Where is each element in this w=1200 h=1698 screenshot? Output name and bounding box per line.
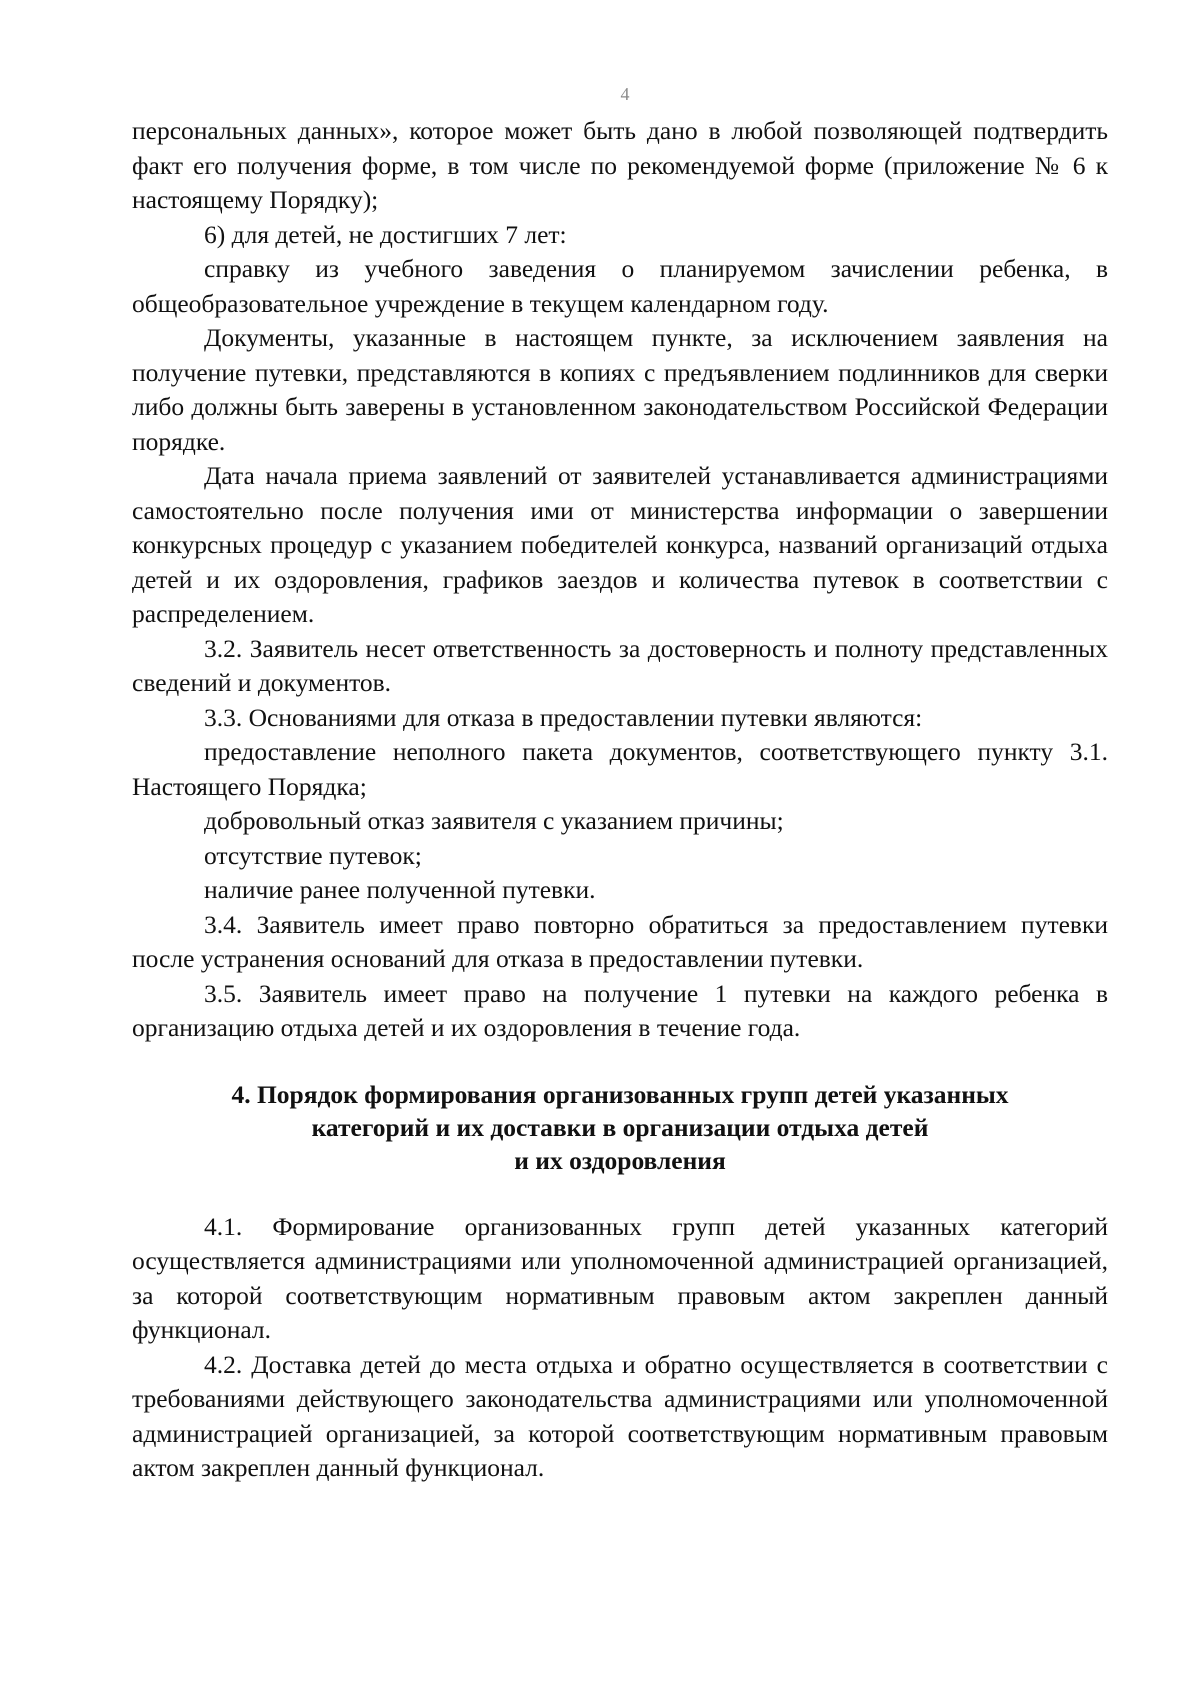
page-number: 4: [620, 84, 630, 104]
section-heading-line: 4. Порядок формирования организованных групп детей указанных: [231, 1079, 1009, 1109]
section-heading-line: категорий и их доставки в организации отдыха детей: [311, 1112, 929, 1142]
paragraph-3-2: 3.2. Заявитель несет ответственность за достоверность и полноту представленных сведений и документов.: [132, 633, 1108, 697]
paragraph-4-1: 4.1. Формирование организованных групп детей указанных категорий осуществляется администрациями или уполномоченной администрацией организацией, за которой соответствующим нормативным правовым актом закреплен данный функционал.: [132, 1211, 1108, 1344]
paragraph-refusal-reason-voluntary: добровольный отказ заявителя с указанием причины;: [204, 806, 784, 835]
paragraph-refusal-reason-no-vouchers: отсутствие путевок;: [204, 840, 422, 870]
paragraph-3-5: 3.5. Заявитель имеет право на получение 1 путевки на каждого ребенка в организацию отдыха детей и их оздоровления в течение года.: [132, 978, 1108, 1042]
paragraph-3-3: 3.3. Основаниями для отказа в предоставлении путевки являются:: [204, 702, 923, 732]
paragraph-3-4: 3.4. Заявитель имеет право повторно обратиться за предоставлением путевки после устранения оснований для отказа в предоставлении путевки.: [132, 909, 1108, 973]
paragraph-school-certificate: справку из учебного заведения о планируемом зачислении ребенка, в общеобразовательное учреждение в текущем календарном году.: [132, 254, 1108, 318]
paragraph-refusal-reason-incomplete: предоставление неполного пакета документов, соответствующего пункту 3.1. Настоящего Порядка;: [132, 737, 1108, 801]
section-heading-line: и их оздоровления: [514, 1145, 726, 1175]
section-heading: [132, 1078, 1108, 1177]
document-body: [132, 114, 1108, 1486]
paragraph-refusal-reason-previous-voucher: наличие ранее полученной путевки.: [204, 875, 596, 904]
paragraph-item-6: 6) для детей, не достигших 7 лет:: [204, 219, 567, 249]
paragraph-application-start-date: Дата начала приема заявлений от заявителей устанавливается администрациями самостоятельно после получения ими от министерства информации о завершении конкурсных процедур с указанием победителей конкурса, названий организаций отдыха детей и их оздоровления, графиков заездов и количества путевок в соответствии с распределением.: [132, 461, 1108, 628]
paragraph-4-2: 4.2. Доставка детей до места отдыха и обратно осуществляется в соответствии с требованиями действующего законодательства администрациями или уполномоченной администрацией организацией, за которой соответствующим нормативным правовым актом закреплен данный функционал.: [132, 1349, 1108, 1482]
paragraph-documents-copies: Документы, указанные в настоящем пункте, за исключением заявления на получение путевки, представляются в копиях с предъявлением подлинников для сверки либо должны быть заверены в установленном законодательством Российской Федерации порядке.: [132, 323, 1108, 456]
paragraph-continuation: персональных данных», которое может быть дано в любой позволяющей подтвердить факт его получения форме, в том числе по рекомендуемой форме (приложение № 6 к настоящему Порядку);: [132, 116, 1108, 214]
